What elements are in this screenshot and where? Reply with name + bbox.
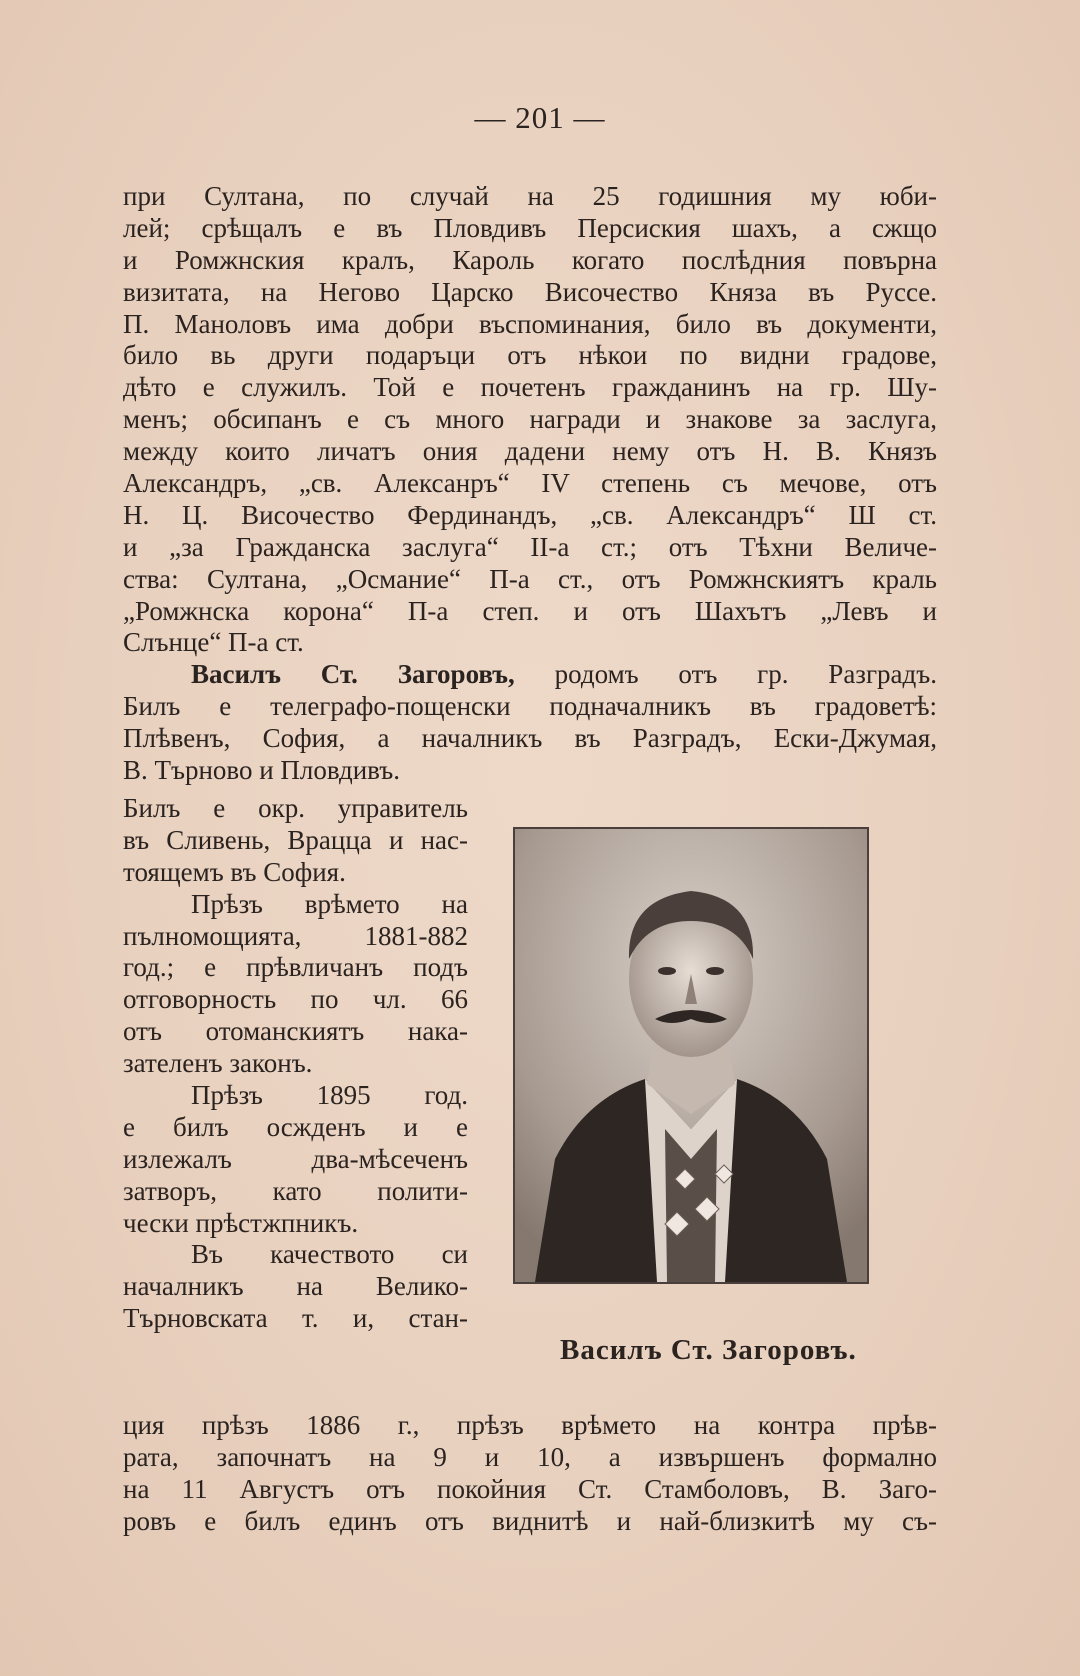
text-line: ства: Султана, „Османие“ П-а ст., отъ Ромжнскиятъ краль: [123, 563, 937, 594]
text-line: при Султана, по случай на 25 годишния му юби-: [123, 181, 937, 211]
text-line: год.; е прѣвличанъ подъ: [123, 952, 468, 983]
text-line: Прѣзъ 1895 год.: [191, 1080, 468, 1111]
text-line: П. Маноловъ има добри въспоминания, било въ документи,: [123, 308, 937, 339]
text-line: Н. Ц. Височество Фердинандъ, „св. Александръ“ Ш ст.: [123, 499, 937, 530]
text-line: началникъ на Велико-: [123, 1271, 468, 1302]
text-line: Прѣзъ врѣмето на: [191, 888, 468, 919]
text-line: чески прѣстжпникъ.: [123, 1207, 359, 1238]
page-number: — 201 —: [474, 100, 606, 135]
text-line: менъ; обсипанъ е съ много награди и знакове за заслуга,: [123, 404, 937, 435]
portrait-image: [515, 829, 867, 1282]
text-line: Билъ е окр. управитель: [123, 793, 468, 823]
text-line: и „за Гражданска заслуга“ II-а ст.; отъ Тѣхни Величе-: [123, 531, 937, 562]
text-line: рата, започнатъ на 9 и 10, а извършенъ формално: [123, 1441, 937, 1472]
text-line: лей; срѣщалъ е въ Пловдивъ Персиския шахъ, а сжщо: [123, 212, 937, 243]
text-line: въ Сливень, Врацца и нас-: [123, 824, 468, 855]
text-line: и Ромжнския кралъ, Кароль когато послѣдния повърна: [123, 244, 937, 275]
left-column-text: [123, 793, 468, 1335]
person-name: Василъ Ст. Загоровъ,: [191, 659, 515, 690]
photo-caption: Василъ Ст. Загоровъ.: [560, 1334, 857, 1366]
text-span: родомъ отъ гр. Разградъ.: [514, 659, 937, 690]
text-line: е билъ осжденъ и е: [123, 1111, 468, 1142]
text-line: на 11 Августъ отъ покойния Ст. Стамболовъ, В. Заго-: [123, 1473, 937, 1504]
text-line: „Ромжнска корона“ П-а степ. и отъ Шахътъ „Левъ и: [123, 595, 937, 626]
text-line: отговорность по чл. 66: [123, 984, 468, 1015]
paragraph-heading-line: [123, 659, 937, 691]
text-line: затворъ, като полити-: [123, 1175, 468, 1206]
text-line: излежалъ два-мѣсеченъ: [123, 1143, 468, 1174]
text-line: Въ качеството си: [191, 1239, 468, 1270]
text-line: зателенъ законъ.: [123, 1048, 313, 1079]
text-line: дѣто е служилъ. Той е почетенъ гражданинъ на гр. Шу-: [123, 372, 937, 403]
paragraph-continuation: [123, 181, 937, 787]
text-line: Търновската т. и, стан-: [123, 1303, 468, 1334]
text-line: между които личатъ ония дадени нему отъ Н. В. Князъ: [123, 436, 937, 467]
text-line: Слънце“ П-а ст.: [123, 627, 304, 658]
text-line: пълномощията, 1881-882: [123, 920, 468, 951]
text-line: ция прѣзъ 1886 г., прѣзъ врѣмето на контра прѣв-: [123, 1410, 937, 1440]
paragraph-continuation-bottom: [123, 1410, 937, 1538]
text-line: ровъ е билъ единъ отъ виднитѣ и най-близкитѣ му съ-: [123, 1505, 937, 1536]
text-line: Плѣвенъ, София, а началникъ въ Разградъ, Ески-Джумая,: [123, 723, 937, 754]
text-line: Билъ е телеграфо-пощенски подначалникъ въ градоветѣ:: [123, 691, 937, 722]
text-line: отъ отоманскиятъ нака-: [123, 1016, 468, 1047]
text-line: Александръ, „св. Алексанръ“ IV степень съ мечове, отъ: [123, 468, 937, 499]
text-line: било вь други подаръци отъ нѣкои по видни градове,: [123, 340, 937, 371]
text-line: тоящемъ въ София.: [123, 856, 346, 887]
text-line: В. Търново и Пловдивъ.: [123, 755, 400, 786]
text-line: визитата, на Негово Царско Височество Княза въ Руссе.: [123, 276, 937, 307]
portrait-photo: [513, 827, 869, 1284]
